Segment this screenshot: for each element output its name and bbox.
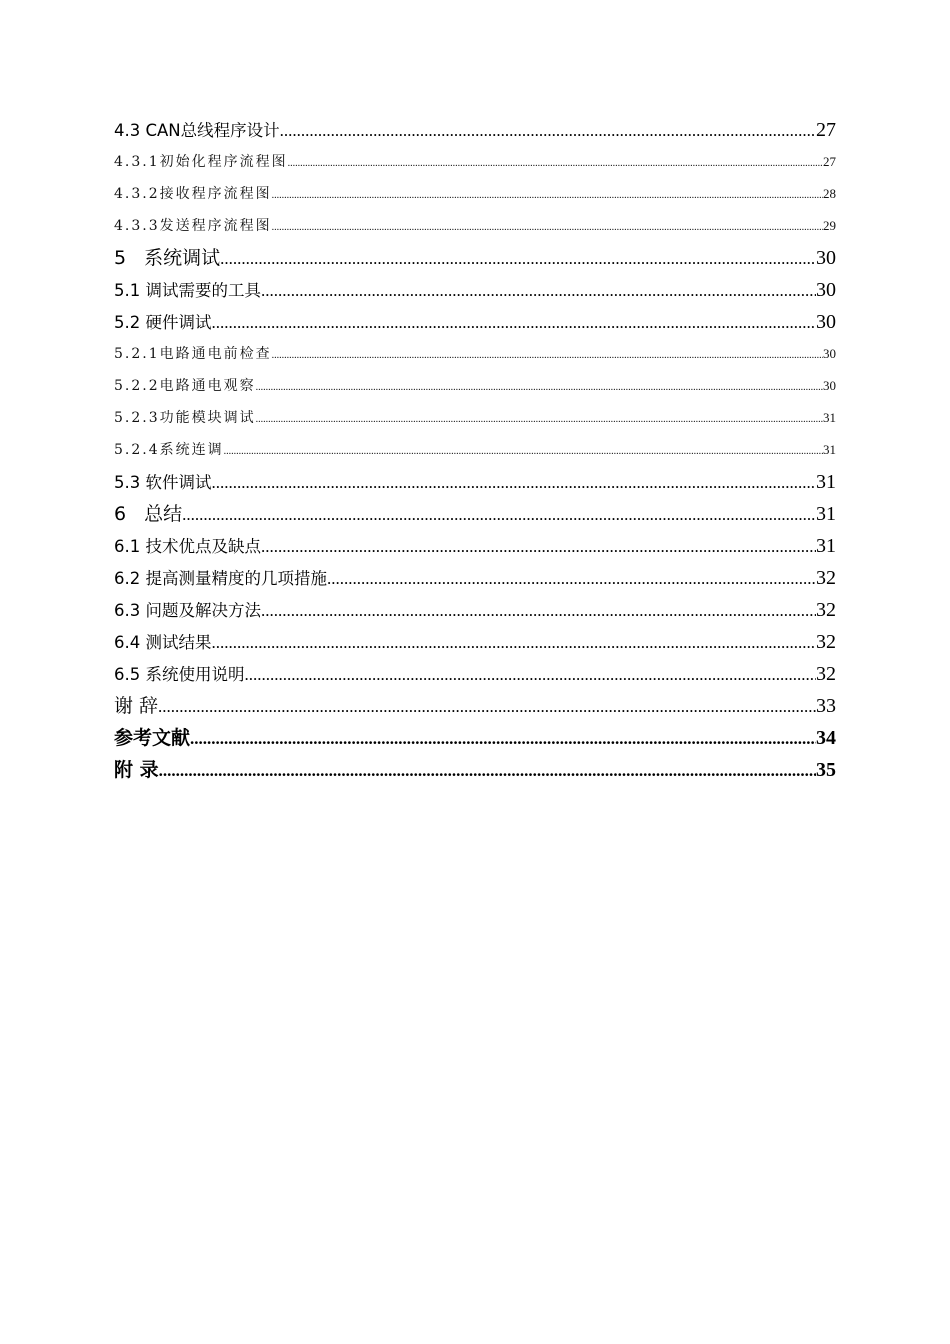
toc-entry-page: 30 [823, 378, 836, 393]
toc-entry-title [114, 146, 288, 178]
toc-entry-label: CAN总线程序设计 [145, 121, 280, 140]
toc-entry-label: 系统调试 [144, 247, 221, 269]
toc-entry-title [114, 563, 327, 594]
toc-entry-label: 技术优点及缺点 [145, 537, 261, 556]
toc-entry[interactable] [114, 370, 836, 402]
toc-entry-title [114, 178, 272, 210]
toc-entry-number: 6.5 [114, 665, 141, 684]
toc-entry-number: 5.2.1 [114, 346, 160, 362]
toc-entry[interactable] [114, 146, 836, 178]
toc-entry-title [114, 498, 182, 530]
toc-entry[interactable] [114, 562, 836, 594]
dot-leader [272, 340, 823, 370]
toc-entry-page: 31 [823, 410, 836, 425]
toc-entry-page: 32 [816, 567, 836, 589]
toc-entry[interactable] [114, 626, 836, 658]
toc-entry-label: 调试需要的工具 [145, 281, 261, 300]
toc-entry[interactable] [114, 402, 836, 434]
toc-entry-page: 32 [816, 663, 836, 685]
toc-entry-page: 33 [816, 695, 836, 717]
toc-entry-label: 问题及解决方法 [145, 601, 261, 620]
toc-entry[interactable] [114, 178, 836, 210]
toc-entry-number: 5.1 [114, 281, 141, 300]
toc-entry-number: 6.4 [114, 633, 141, 652]
dot-leader [212, 307, 817, 338]
toc-entry-title [114, 370, 256, 402]
dot-leader [280, 115, 816, 146]
toc-entry-label: 提高测量精度的几项措施 [145, 569, 327, 588]
toc-entry-label: 电路通电观察 [159, 378, 256, 394]
toc-entry-page: 29 [823, 218, 836, 233]
toc-entry-label: 系统使用说明 [145, 665, 245, 684]
toc-entry-title [114, 531, 261, 562]
dot-leader [158, 691, 816, 722]
toc-entry-page: 31 [816, 535, 836, 557]
toc-entry-page: 30 [816, 247, 836, 269]
toc-entry[interactable] [114, 338, 836, 370]
toc-entry-number: 5.2 [114, 313, 141, 332]
toc-entry-label: 总结 [144, 503, 183, 525]
toc-entry-label: 测试结果 [145, 633, 212, 652]
dot-leader [245, 659, 817, 690]
toc-entry-label: 参考文献 [114, 727, 191, 749]
dot-leader [272, 180, 823, 210]
toc-entry-title [114, 690, 158, 722]
toc-entry[interactable] [114, 210, 836, 242]
dot-leader [261, 595, 816, 626]
toc-entry-label: 谢 辞 [114, 695, 159, 717]
toc-entry-page: 31 [816, 503, 836, 525]
toc-entry-label: 软件调试 [145, 473, 212, 492]
toc-entry[interactable] [114, 690, 836, 722]
toc-entry-label: 初始化程序流程图 [159, 154, 288, 170]
toc-entry[interactable] [114, 658, 836, 690]
toc-entry-number: 4.3.1 [114, 154, 160, 170]
toc-entry-title [114, 402, 256, 434]
toc-entry-label: 发送程序流程图 [159, 218, 272, 234]
toc-entry-page: 27 [823, 154, 836, 169]
dot-leader [288, 148, 823, 178]
toc-entry-page: 32 [816, 631, 836, 653]
toc-entry-title [114, 307, 212, 338]
toc-entry-title [114, 595, 261, 626]
toc-entry-page: 30 [823, 346, 836, 361]
dot-leader [256, 372, 823, 402]
toc-entry-label: 功能模块调试 [159, 410, 256, 426]
toc-entry-page: 31 [823, 442, 836, 457]
toc-entry-page: 35 [816, 759, 836, 781]
toc-entry-number: 5 [114, 247, 127, 269]
toc-entry-title [114, 275, 261, 306]
toc-entry-page: 31 [816, 471, 836, 493]
toc-entry-number: 4.3.3 [114, 218, 160, 234]
toc-entry-number: 4.3.2 [114, 186, 160, 202]
toc-entry[interactable] [114, 434, 836, 466]
toc-entry-title [114, 210, 272, 242]
toc-entry-label: 附 录 [114, 759, 159, 781]
toc-entry[interactable] [114, 114, 836, 146]
dot-leader [327, 563, 816, 594]
toc-entry-page: 27 [816, 119, 836, 141]
dot-leader [261, 275, 816, 306]
toc-entry-label: 接收程序流程图 [159, 186, 272, 202]
toc-entry[interactable] [114, 466, 836, 498]
toc-entry-number: 5.3 [114, 473, 141, 492]
toc-entry-number: 5.2.3 [114, 410, 160, 426]
dot-leader [159, 755, 816, 786]
dot-leader [261, 531, 816, 562]
toc-entry-title [114, 242, 220, 274]
toc-entry-page: 32 [816, 599, 836, 621]
toc-entry-title [114, 754, 159, 786]
dot-leader [182, 499, 816, 530]
toc-entry[interactable] [114, 274, 836, 306]
toc-entry[interactable] [114, 306, 836, 338]
toc-entry-page: 30 [816, 311, 836, 333]
dot-leader [224, 436, 823, 466]
toc-entry-number: 4.3 [114, 121, 141, 140]
toc-entry[interactable] [114, 722, 836, 754]
toc-entry-page: 30 [816, 279, 836, 301]
toc-entry-label: 电路通电前检查 [159, 346, 272, 362]
toc-entry-title [114, 722, 190, 754]
dot-leader [220, 243, 816, 274]
toc-entry-title [114, 627, 212, 658]
toc-entry-page: 28 [823, 186, 836, 201]
dot-leader [256, 404, 823, 434]
toc-entry-title [114, 338, 272, 370]
dot-leader [190, 723, 816, 754]
toc-entry-number: 5.2.4 [114, 442, 160, 458]
table-of-contents [114, 114, 836, 786]
toc-entry-title [114, 659, 245, 690]
dot-leader [272, 212, 823, 242]
toc-entry[interactable] [114, 242, 836, 274]
toc-entry-number: 6 [114, 503, 127, 525]
toc-entry-label: 系统连调 [159, 442, 224, 458]
toc-entry-number: 5.2.2 [114, 378, 160, 394]
toc-entry-page: 34 [816, 727, 836, 749]
toc-entry-number: 6.3 [114, 601, 141, 620]
toc-entry-number: 6.2 [114, 569, 141, 588]
dot-leader [212, 467, 817, 498]
toc-entry[interactable] [114, 498, 836, 530]
dot-leader [212, 627, 817, 658]
toc-entry-title [114, 467, 212, 498]
toc-entry[interactable] [114, 594, 836, 626]
toc-entry-title [114, 115, 280, 146]
toc-entry-number: 6.1 [114, 537, 141, 556]
toc-entry[interactable] [114, 754, 836, 786]
toc-entry-label: 硬件调试 [145, 313, 212, 332]
toc-entry[interactable] [114, 530, 836, 562]
toc-entry-title [114, 434, 224, 466]
